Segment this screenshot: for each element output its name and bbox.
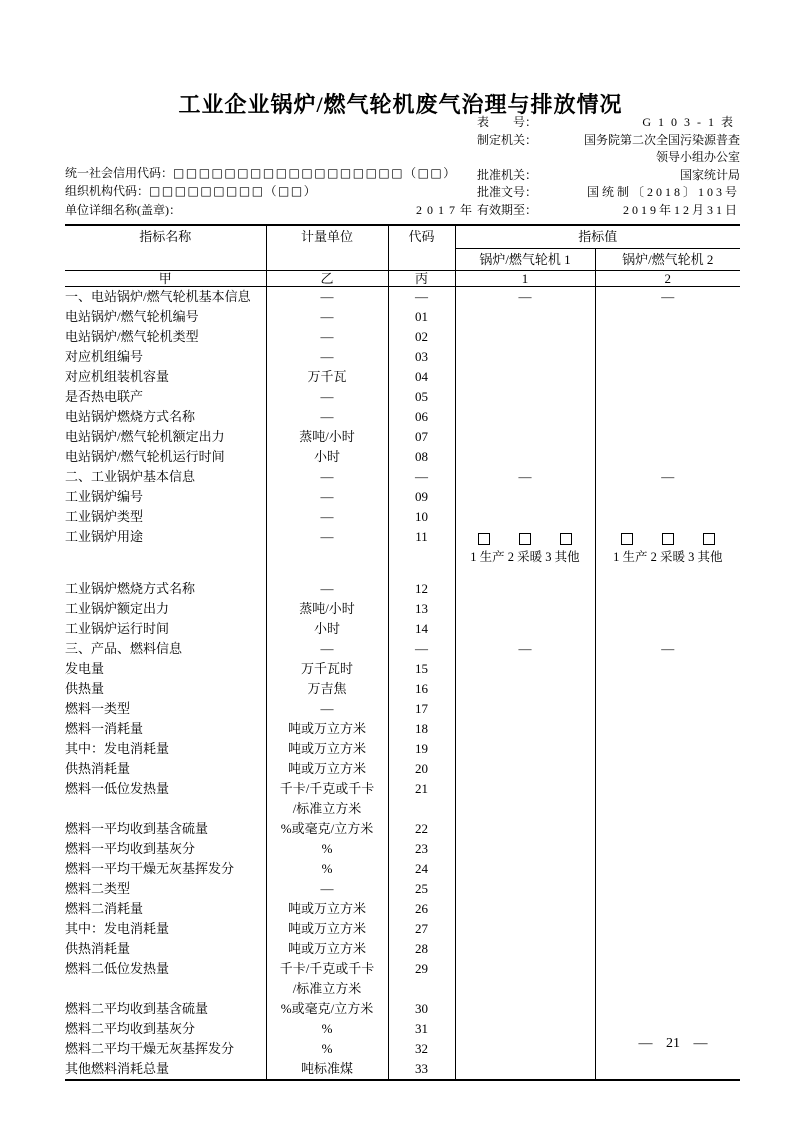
indicator-unit: — <box>266 579 388 599</box>
validity-row <box>477 202 740 220</box>
meta-right-block <box>477 114 740 219</box>
unit-name-label: 单位详细名称(盖章)： <box>65 202 181 217</box>
indicator-name: 燃料一类型 <box>65 699 266 719</box>
header-unit: 计量单位 <box>266 225 388 271</box>
indicator-code: 32 <box>388 1039 455 1059</box>
indicator-code: 15 <box>388 659 455 679</box>
indicator-code: 17 <box>388 699 455 719</box>
indicator-name: 燃料一平均干燥无灰基挥发分 <box>65 859 266 879</box>
indicator-name: 燃料二消耗量 <box>65 899 266 919</box>
value-cell-boiler-2[interactable] <box>595 859 740 879</box>
indicator-name: 供热量 <box>65 679 266 699</box>
indicator-unit: — <box>266 307 388 327</box>
table-body <box>65 271 740 1081</box>
table-row <box>65 899 740 919</box>
indicator-unit: — <box>266 407 388 427</box>
indicator-unit: 万千瓦时 <box>266 659 388 679</box>
value-cell-boiler-1[interactable] <box>455 819 595 839</box>
value-cell-boiler-2[interactable] <box>595 919 740 939</box>
org-code-line <box>65 182 477 201</box>
indicator-code: 25 <box>388 879 455 899</box>
issuing-agency-row2 <box>477 149 740 167</box>
indicator-unit: — <box>266 327 388 347</box>
column-code-jia: 甲 <box>65 271 266 287</box>
form-number-value: G103-1表 <box>642 115 740 129</box>
indicator-name: 燃料一消耗量 <box>65 719 266 739</box>
value-cell-boiler-1[interactable] <box>455 407 595 427</box>
column-code-yi: 乙 <box>266 271 388 287</box>
indicator-code: 19 <box>388 739 455 759</box>
value-cell-boiler-1[interactable] <box>455 1039 595 1059</box>
indicator-code: 30 <box>388 999 455 1019</box>
table-row <box>65 719 740 739</box>
header-indicator-name: 指标名称 <box>65 225 266 271</box>
indicator-code: 10 <box>388 507 455 527</box>
value-cell-boiler-1[interactable] <box>455 387 595 407</box>
value-cell-boiler-2[interactable] <box>595 679 740 699</box>
indicator-unit: 万千瓦 <box>266 367 388 387</box>
value-cell-boiler-1[interactable] <box>455 367 595 387</box>
value-cell-boiler-2[interactable] <box>595 939 740 959</box>
value-cell-boiler-1[interactable] <box>455 1059 595 1080</box>
indicator-code: 01 <box>388 307 455 327</box>
table-row <box>65 327 740 347</box>
value-cell-boiler-2[interactable] <box>595 959 740 999</box>
value-cell-boiler-2[interactable] <box>595 347 740 367</box>
value-cell-boiler-2[interactable]: — <box>661 469 675 484</box>
indicator-code: 22 <box>388 819 455 839</box>
org-code-label: 组织机构代码： <box>65 184 150 198</box>
value-cell-boiler-1[interactable] <box>455 507 595 527</box>
indicator-code: 08 <box>388 447 455 467</box>
table-row <box>65 879 740 899</box>
table-row <box>65 347 740 367</box>
column-code-2: 2 <box>595 271 740 287</box>
indicator-code: 23 <box>388 839 455 859</box>
indicator-name: 燃料二平均收到基含硫量 <box>65 999 266 1019</box>
indicator-unit: %或毫克/立方米 <box>266 819 388 839</box>
value-cell-boiler-2[interactable] <box>595 779 740 819</box>
indicator-code: 12 <box>388 579 455 599</box>
indicator-code: 09 <box>388 487 455 507</box>
value-cell-boiler-2[interactable] <box>595 407 740 427</box>
indicator-name: 二、工业锅炉基本信息 <box>65 467 266 487</box>
value-cell-boiler-2[interactable] <box>595 699 740 719</box>
indicator-unit: 千卡/千克或千卡 /标准立方米 <box>266 779 388 819</box>
table-row <box>65 659 740 679</box>
table-row <box>65 959 740 999</box>
table-row <box>65 527 740 579</box>
value-cell-boiler-2[interactable] <box>595 427 740 447</box>
indicator-code: — <box>388 639 455 659</box>
value-cell-boiler-1[interactable] <box>455 899 595 919</box>
value-cell-boiler-2[interactable] <box>595 619 740 639</box>
value-cell-boiler-1[interactable] <box>455 879 595 899</box>
value-cell-boiler-1[interactable] <box>455 427 595 447</box>
value-cell-boiler-2[interactable]: — <box>661 641 675 656</box>
usage-checkbox[interactable] <box>519 533 531 545</box>
indicator-code: 02 <box>388 327 455 347</box>
indicator-name: 其他燃料消耗总量 <box>65 1059 266 1080</box>
value-cell-boiler-2[interactable] <box>595 367 740 387</box>
value-cell-boiler-1[interactable] <box>455 1019 595 1039</box>
value-cell-boiler-1[interactable] <box>455 959 595 999</box>
indicator-name: 工业锅炉燃烧方式名称 <box>65 579 266 599</box>
indicator-name: 其中：发电消耗量 <box>65 919 266 939</box>
indicator-table <box>65 224 740 1081</box>
indicator-unit: 小时 <box>266 447 388 467</box>
indicator-unit: — <box>266 639 388 659</box>
indicator-code: 05 <box>388 387 455 407</box>
indicator-code: 16 <box>388 679 455 699</box>
value-cell-boiler-2[interactable] <box>595 527 740 579</box>
table-row <box>65 819 740 839</box>
table-row <box>65 507 740 527</box>
indicator-unit: 吨或万立方米 <box>266 759 388 779</box>
indicator-code: 18 <box>388 719 455 739</box>
indicator-unit: 吨或万立方米 <box>266 719 388 739</box>
indicator-unit: — <box>266 287 388 308</box>
indicator-unit: 万吉焦 <box>266 679 388 699</box>
table-row <box>65 739 740 759</box>
indicator-name: 供热消耗量 <box>65 759 266 779</box>
indicator-name: 供热消耗量 <box>65 939 266 959</box>
value-cell-boiler-1[interactable] <box>455 347 595 367</box>
indicator-unit: — <box>266 879 388 899</box>
indicator-code: 26 <box>388 899 455 919</box>
value-cell-boiler-2[interactable] <box>595 999 740 1019</box>
indicator-code: 07 <box>388 427 455 447</box>
indicator-name: 对应机组编号 <box>65 347 266 367</box>
indicator-name: 工业锅炉运行时间 <box>65 619 266 639</box>
indicator-unit: 千卡/千克或千卡 /标准立方米 <box>266 959 388 999</box>
issuing-agency-row <box>477 132 740 150</box>
value-cell-boiler-2[interactable] <box>595 599 740 619</box>
indicator-code: 31 <box>388 1019 455 1039</box>
value-cell-boiler-1[interactable]: — <box>455 639 595 659</box>
table-row <box>65 599 740 619</box>
approval-agency-label: 批准机关： <box>477 167 538 182</box>
org-code-boxes[interactable]: □□□□□□□□□（□□） <box>149 184 318 198</box>
indicator-unit: 小时 <box>266 619 388 639</box>
indicator-name: 工业锅炉类型 <box>65 507 266 527</box>
approval-doc-value: 国统制〔2018〕103号 <box>586 185 740 199</box>
credit-code-label: 统一社会信用代码： <box>65 165 174 180</box>
value-cell-boiler-1[interactable] <box>455 527 595 579</box>
approval-doc-label: 批准文号： <box>477 185 538 199</box>
indicator-name: 电站锅炉/燃气轮机编号 <box>65 307 266 327</box>
usage-checkbox[interactable] <box>560 533 572 545</box>
column-code-1: 1 <box>455 271 595 287</box>
indicator-unit: — <box>266 387 388 407</box>
value-cell-boiler-2[interactable] <box>595 879 740 899</box>
value-cell-boiler-2[interactable]: — <box>661 289 675 304</box>
indicator-name: 燃料二平均干燥无灰基挥发分 <box>65 1039 266 1059</box>
indicator-unit: % <box>266 1019 388 1039</box>
value-cell-boiler-1[interactable] <box>455 447 595 467</box>
table-row <box>65 427 740 447</box>
table-row <box>65 487 740 507</box>
indicator-unit: 吨或万立方米 <box>266 919 388 939</box>
indicator-unit: — <box>266 527 388 579</box>
indicator-name: 是否热电联产 <box>65 387 266 407</box>
indicator-name: 发电量 <box>65 659 266 679</box>
meta-left-block <box>65 164 477 220</box>
form-number-row <box>477 114 740 132</box>
indicator-unit: 吨或万立方米 <box>266 739 388 759</box>
indicator-code: 27 <box>388 919 455 939</box>
value-cell-boiler-2[interactable] <box>595 739 740 759</box>
indicator-name: 燃料二低位发热量 <box>65 959 266 999</box>
table-row <box>65 1059 740 1080</box>
approval-agency-value: 国家统计局 <box>679 167 740 182</box>
table-row <box>65 919 740 939</box>
indicator-code: — <box>388 467 455 487</box>
value-cell-boiler-1[interactable] <box>455 699 595 719</box>
indicator-name: 三、产品、燃料信息 <box>65 639 266 659</box>
indicator-unit: 吨或万立方米 <box>266 899 388 919</box>
indicator-unit: 蒸吨/小时 <box>266 427 388 447</box>
indicator-unit: — <box>266 507 388 527</box>
table-row <box>65 367 740 387</box>
indicator-unit: — <box>266 467 388 487</box>
indicator-name: 工业锅炉编号 <box>65 487 266 507</box>
table-row <box>65 859 740 879</box>
indicator-code: 24 <box>388 859 455 879</box>
header-value-group: 指标值 <box>455 225 740 249</box>
indicator-code: 33 <box>388 1059 455 1080</box>
table-row <box>65 387 740 407</box>
table-row <box>65 407 740 427</box>
value-cell-boiler-1[interactable] <box>455 659 595 679</box>
table-row <box>65 679 740 699</box>
indicator-unit: — <box>266 347 388 367</box>
indicator-name: 燃料一平均收到基灰分 <box>65 839 266 859</box>
header-code: 代码 <box>388 225 455 271</box>
indicator-name: 对应机组装机容量 <box>65 367 266 387</box>
table-row <box>65 639 740 659</box>
unit-name-line <box>65 201 477 220</box>
column-code-bing: 丙 <box>388 271 455 287</box>
page-number: — 21 — <box>638 1036 708 1051</box>
table-row <box>65 779 740 819</box>
indicator-name: 工业锅炉额定出力 <box>65 599 266 619</box>
indicator-unit: — <box>266 699 388 719</box>
value-cell-boiler-2[interactable] <box>595 387 740 407</box>
approval-doc-row <box>477 184 740 202</box>
value-cell-boiler-1[interactable] <box>455 939 595 959</box>
usage-options-caption: 1 生产 2 采暖 3 其他 <box>613 550 723 564</box>
indicator-code: 06 <box>388 407 455 427</box>
value-cell-boiler-1[interactable] <box>455 579 595 599</box>
indicator-name: 电站锅炉/燃气轮机类型 <box>65 327 266 347</box>
indicator-name: 燃料一低位发热量 <box>65 779 266 819</box>
value-cell-boiler-1[interactable] <box>455 859 595 879</box>
indicator-unit: % <box>266 839 388 859</box>
form-meta <box>65 114 740 219</box>
table-row <box>65 839 740 859</box>
indicator-code: 28 <box>388 939 455 959</box>
validity-value: 2019年12月31日 <box>622 202 740 217</box>
value-cell-boiler-1[interactable] <box>455 307 595 327</box>
indicator-code: 14 <box>388 619 455 639</box>
indicator-code: 11 <box>388 527 455 579</box>
table-row <box>65 759 740 779</box>
value-cell-boiler-1[interactable] <box>455 739 595 759</box>
value-cell-boiler-2[interactable] <box>595 759 740 779</box>
indicator-name: 燃料一平均收到基含硫量 <box>65 819 266 839</box>
indicator-name: 燃料二平均收到基灰分 <box>65 1019 266 1039</box>
value-cell-boiler-2[interactable] <box>595 899 740 919</box>
value-cell-boiler-2[interactable] <box>595 487 740 507</box>
page-title: 工业企业锅炉/燃气轮机废气治理与排放情况 <box>178 92 623 117</box>
value-cell-boiler-1[interactable] <box>455 779 595 819</box>
indicator-name: 电站锅炉/燃气轮机运行时间 <box>65 447 266 467</box>
table-header <box>65 225 740 271</box>
value-cell-boiler-1[interactable] <box>455 839 595 859</box>
table-row <box>65 939 740 959</box>
indicator-unit: %或毫克/立方米 <box>266 999 388 1019</box>
value-cell-boiler-2[interactable] <box>595 327 740 347</box>
value-cell-boiler-2[interactable] <box>595 579 740 599</box>
issuing-agency-value2: 领导小组办公室 <box>655 150 740 164</box>
value-cell-boiler-2[interactable] <box>595 307 740 327</box>
indicator-code: 20 <box>388 759 455 779</box>
column-code-row <box>65 271 740 287</box>
issuing-agency-value: 国务院第二次全国污染源普查 <box>583 132 740 147</box>
validity-label: 有效期至： <box>477 202 538 217</box>
value-cell-boiler-1[interactable] <box>455 487 595 507</box>
table-row <box>65 999 740 1019</box>
report-year: 2017年 <box>415 202 477 217</box>
indicator-name: 电站锅炉燃烧方式名称 <box>65 407 266 427</box>
indicator-code: 13 <box>388 599 455 619</box>
credit-code-boxes[interactable]: □□□□□□□□□□□□□□□□□□（□□） <box>173 165 457 180</box>
approval-agency-row <box>477 167 740 185</box>
table-row <box>65 447 740 467</box>
value-cell-boiler-1[interactable] <box>455 327 595 347</box>
issuing-agency-label: 制定机关： <box>477 132 538 147</box>
indicator-unit: % <box>266 1039 388 1059</box>
value-cell-boiler-1[interactable] <box>455 999 595 1019</box>
table-row <box>65 307 740 327</box>
value-cell-boiler-1[interactable] <box>455 619 595 639</box>
indicator-unit: 蒸吨/小时 <box>266 599 388 619</box>
value-cell-boiler-2[interactable] <box>595 447 740 467</box>
value-cell-boiler-1[interactable]: — <box>455 467 595 487</box>
table-row <box>65 579 740 599</box>
indicator-unit: 吨或万立方米 <box>266 939 388 959</box>
value-cell-boiler-1[interactable] <box>455 679 595 699</box>
usage-checkbox[interactable] <box>662 533 674 545</box>
indicator-code: 04 <box>388 367 455 387</box>
table-row <box>65 619 740 639</box>
value-cell-boiler-1[interactable] <box>455 599 595 619</box>
indicator-code: 29 <box>388 959 455 999</box>
value-cell-boiler-1[interactable] <box>455 919 595 939</box>
indicator-unit: 吨标准煤 <box>266 1059 388 1080</box>
indicator-name: 工业锅炉用途 <box>65 527 266 579</box>
table-row <box>65 287 740 308</box>
table-row <box>65 467 740 487</box>
usage-checkbox[interactable] <box>478 533 490 545</box>
indicator-code: — <box>388 287 455 308</box>
indicator-unit: % <box>266 859 388 879</box>
value-cell-boiler-2[interactable] <box>595 819 740 839</box>
indicator-name: 一、电站锅炉/燃气轮机基本信息 <box>65 287 266 308</box>
value-cell-boiler-2[interactable] <box>595 839 740 859</box>
indicator-name: 燃料二类型 <box>65 879 266 899</box>
value-cell-boiler-1[interactable] <box>455 759 595 779</box>
indicator-name: 电站锅炉/燃气轮机额定出力 <box>65 427 266 447</box>
usage-checkbox[interactable] <box>621 533 633 545</box>
indicator-code: 03 <box>388 347 455 367</box>
value-cell-boiler-1[interactable]: — <box>455 287 595 308</box>
value-cell-boiler-2[interactable] <box>595 719 740 739</box>
form-number-label: 表 号： <box>477 115 538 129</box>
usage-options-caption: 1 生产 2 采暖 3 其他 <box>470 550 580 564</box>
table-row <box>65 699 740 719</box>
header-boiler-1: 锅炉/燃气轮机 1 <box>455 249 595 271</box>
indicator-code: 21 <box>388 779 455 819</box>
credit-code-line <box>65 164 477 183</box>
value-cell-boiler-2[interactable] <box>595 659 740 679</box>
header-boiler-2: 锅炉/燃气轮机 2 <box>595 249 740 271</box>
value-cell-boiler-2[interactable] <box>595 1059 740 1080</box>
value-cell-boiler-2[interactable] <box>595 507 740 527</box>
indicator-name: 其中：发电消耗量 <box>65 739 266 759</box>
value-cell-boiler-1[interactable] <box>455 719 595 739</box>
usage-checkbox[interactable] <box>703 533 715 545</box>
indicator-unit: — <box>266 487 388 507</box>
